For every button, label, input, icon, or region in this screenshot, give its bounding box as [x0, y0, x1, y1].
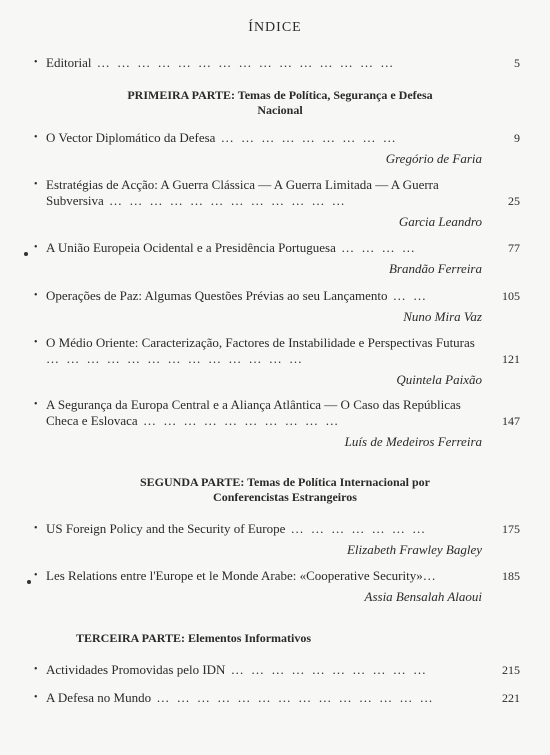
entry-title: Editorial … … … … … … … … … … … … … … …	[46, 55, 396, 70]
page-number: 121	[502, 352, 520, 366]
entry-author: Elizabeth Frawley Bagley	[346, 542, 482, 557]
toc-entry	[34, 240, 520, 277]
page-number: 221	[502, 691, 520, 705]
page-number: 147	[502, 414, 520, 428]
entry-author: Assia Bensalah Alaoui	[364, 589, 482, 604]
bullet-icon: •	[34, 399, 38, 410]
entry-author: Quintela Paixão	[396, 372, 482, 387]
page-number: 215	[502, 663, 520, 677]
page-number: 25	[508, 194, 520, 208]
entry-title: Actividades Promovidas pelo IDN … … … … … … … … … …	[46, 662, 428, 677]
entry-author: Brandão Ferreira	[388, 261, 482, 276]
page-number: 175	[502, 522, 520, 536]
bullet-icon: •	[34, 664, 38, 675]
entry-title: A Segurança da Europa Central e a Aliança Atlântica — O Caso das Repúblicas Checa e Eslovaca … … … … … … … … … …	[46, 397, 461, 428]
bullet-icon: •	[34, 290, 38, 301]
entry-title: A Defesa no Mundo … … … … … … … … … … … … … …	[46, 690, 435, 705]
entry-author: Gregório de Faria	[385, 151, 482, 166]
toc-entry	[34, 397, 520, 450]
ink-spot	[24, 252, 28, 256]
page-number: 105	[502, 289, 520, 303]
entry-title: O Vector Diplomático da Defesa … … … … … … … … …	[46, 130, 398, 145]
part-heading-1: PRIMEIRA PARTE: Temas de Política, Segurança e Defesa Nacional	[127, 88, 433, 117]
bullet-icon: •	[34, 692, 38, 703]
entry-title: US Foreign Policy and the Security of Europe … … … … … … …	[46, 521, 428, 536]
bullet-icon: •	[34, 242, 38, 253]
ink-spot	[27, 580, 31, 584]
bullet-icon: •	[34, 337, 38, 348]
entry-title: Les Relations entre l'Europe et le Monde Arabe: «Cooperative Security»…	[46, 568, 438, 583]
page-number: 5	[514, 56, 520, 70]
toc-entry-editorial	[34, 55, 520, 71]
bullet-icon: •	[34, 570, 38, 581]
entry-author: Nuno Mira Vaz	[403, 309, 482, 324]
toc-entry	[34, 335, 520, 388]
bullet-icon: •	[34, 132, 38, 143]
entry-author: Luís de Medeiros Ferreira	[344, 434, 482, 449]
entry-title: O Médio Oriente: Caracterização, Factores de Instabilidade e Perspectivas Futuras … … … … … … … … … … … … …	[46, 335, 475, 366]
entry-author: Garcia Leandro	[398, 214, 482, 229]
part-heading-3: TERCEIRA PARTE: Elementos Informativos	[76, 631, 312, 645]
page-title: ÍNDICE	[248, 20, 302, 35]
page-number: 9	[514, 131, 520, 145]
part-heading-2: SEGUNDA PARTE: Temas de Política Internacional por Conferencistas Estrangeiros	[139, 475, 431, 504]
page-number: 77	[508, 241, 520, 255]
toc-entry	[34, 130, 520, 167]
toc-entry	[34, 521, 520, 558]
entry-title: Estratégias de Acção: A Guerra Clássica — A Guerra Limitada — A Guerra Subversiva … … … … … … … … … … … …	[46, 177, 439, 208]
toc-entry	[34, 690, 520, 706]
toc-entry	[34, 568, 520, 605]
bullet-icon: •	[34, 523, 38, 534]
bullet-icon: •	[34, 179, 38, 190]
bullet-icon: •	[34, 57, 38, 68]
entry-title: A União Europeia Ocidental e a Presidência Portuguesa … … … …	[46, 240, 417, 255]
toc-entry	[34, 177, 520, 230]
toc-entry	[34, 662, 520, 678]
entry-title: Operações de Paz: Algumas Questões Prévias ao seu Lançamento … …	[46, 288, 429, 303]
page-number: 185	[502, 569, 520, 583]
toc-entry	[34, 288, 520, 325]
